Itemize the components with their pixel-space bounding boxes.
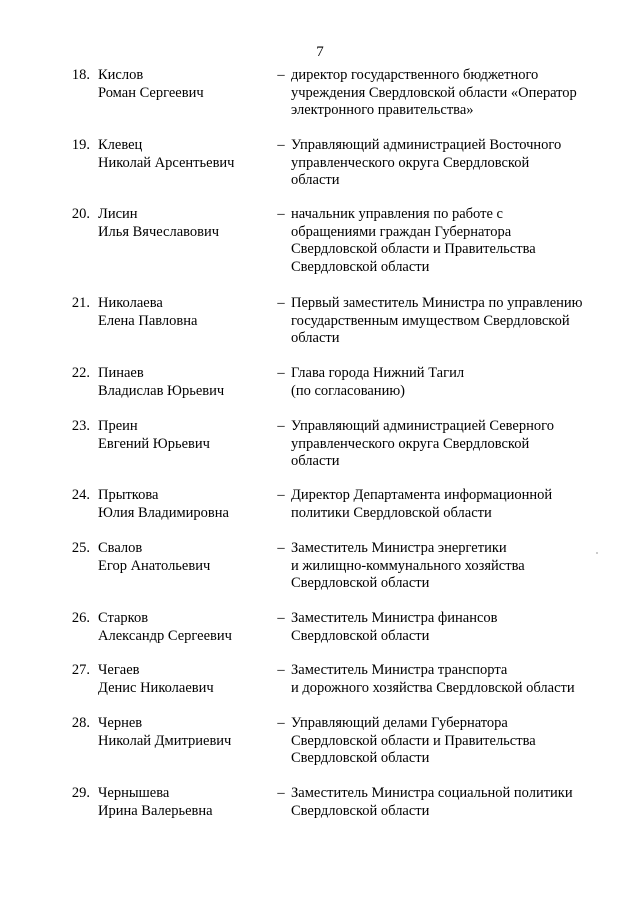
position-line: начальник управления по работе с bbox=[291, 206, 503, 222]
surname: Свалов bbox=[98, 540, 143, 556]
position-title bbox=[291, 540, 601, 593]
item-number: 25. bbox=[71, 540, 90, 556]
position-line: учреждения Свердловской области «Оператор bbox=[291, 84, 577, 101]
position-line: Управляющий администрацией Восточного bbox=[291, 137, 562, 153]
item-number: 23. bbox=[71, 418, 90, 434]
position-line: Свердловской области bbox=[291, 627, 430, 644]
position-line: Свердловской области bbox=[291, 575, 430, 591]
surname: Чернев bbox=[98, 715, 143, 731]
position-line: Заместитель Министра энергетики bbox=[291, 540, 507, 556]
position-line: управленческого округа Свердловской bbox=[291, 154, 530, 171]
surname: Чегаев bbox=[98, 662, 140, 678]
position-line: политики Свердловской области bbox=[291, 504, 492, 521]
dash-separator: – bbox=[277, 487, 285, 503]
item-number: 28. bbox=[71, 715, 90, 731]
item-number: 29. bbox=[71, 785, 90, 801]
surname: Клевец bbox=[98, 137, 143, 153]
position-line: области bbox=[291, 330, 340, 346]
position-line: Свердловской области и Правительства bbox=[291, 732, 536, 749]
item-number: 20. bbox=[71, 206, 90, 222]
dash-separator: – bbox=[277, 418, 285, 434]
position-line: директор государственного бюджетного bbox=[291, 67, 539, 83]
position-line: и дорожного хозяйства Свердловской области bbox=[291, 679, 575, 696]
position-title bbox=[291, 206, 601, 276]
position-line: Директор Департамента информационной bbox=[291, 487, 553, 503]
given-names: Владислав Юрьевич bbox=[98, 382, 225, 399]
person-name bbox=[98, 785, 268, 820]
item-number: 24. bbox=[71, 487, 90, 503]
person-name bbox=[98, 540, 268, 575]
position-line: области bbox=[291, 453, 340, 469]
surname: Пинаев bbox=[98, 365, 144, 381]
given-names: Ирина Валерьевна bbox=[98, 802, 213, 819]
position-line: Управляющий администрацией Северного bbox=[291, 418, 554, 434]
item-number: 26. bbox=[71, 610, 90, 626]
position-line: государственным имуществом Свердловской bbox=[291, 312, 570, 329]
position-line: и жилищно-коммунального хозяйства bbox=[291, 557, 525, 574]
dash-separator: – bbox=[277, 295, 285, 311]
item-number: 18. bbox=[71, 67, 90, 83]
position-title bbox=[291, 662, 601, 697]
position-title bbox=[291, 67, 601, 120]
person-name bbox=[98, 295, 268, 330]
item-number: 22. bbox=[71, 365, 90, 381]
given-names: Денис Николаевич bbox=[98, 679, 214, 696]
surname: Прыткова bbox=[98, 487, 159, 503]
position-title bbox=[291, 418, 601, 471]
given-names: Евгений Юрьевич bbox=[98, 435, 210, 452]
position-line: Свердловской области и Правительства bbox=[291, 241, 536, 257]
position-line: области bbox=[291, 172, 340, 188]
position-title bbox=[291, 365, 601, 400]
surname: Кислов bbox=[98, 67, 144, 83]
position-line: обращениями граждан Губернатора bbox=[291, 223, 512, 240]
position-line: управленческого округа Свердловской bbox=[291, 435, 530, 452]
position-title bbox=[291, 610, 601, 645]
person-name bbox=[98, 206, 268, 241]
position-line: Заместитель Министра транспорта bbox=[291, 662, 508, 678]
surname: Старков bbox=[98, 610, 149, 626]
page-number: 7 bbox=[316, 44, 324, 60]
position-line: электронного правительства» bbox=[291, 102, 474, 118]
person-name bbox=[98, 137, 268, 172]
position-title bbox=[291, 137, 601, 190]
given-names: Егор Анатольевич bbox=[98, 557, 211, 574]
dash-separator: – bbox=[277, 67, 285, 83]
dash-separator: – bbox=[277, 540, 285, 556]
person-name bbox=[98, 67, 268, 102]
position-title bbox=[291, 295, 601, 348]
surname: Николаева bbox=[98, 295, 163, 311]
given-names: Александр Сергеевич bbox=[98, 627, 232, 644]
position-line: Заместитель Министра финансов bbox=[291, 610, 498, 626]
item-number: 19. bbox=[71, 137, 90, 153]
given-names: Юлия Владимировна bbox=[98, 504, 229, 521]
person-name bbox=[98, 487, 268, 522]
dash-separator: – bbox=[277, 365, 285, 381]
surname: Преин bbox=[98, 418, 138, 434]
position-line: Первый заместитель Министра по управлению bbox=[291, 295, 583, 311]
surname: Лисин bbox=[98, 206, 138, 222]
dash-separator: – bbox=[277, 662, 285, 678]
given-names: Илья Вячеславович bbox=[98, 223, 220, 240]
item-number: 21. bbox=[71, 295, 90, 311]
given-names: Николай Арсентьевич bbox=[98, 154, 235, 171]
position-line: Управляющий делами Губернатора bbox=[291, 715, 508, 731]
position-title bbox=[291, 715, 601, 768]
dash-separator: – bbox=[277, 610, 285, 626]
person-name bbox=[98, 365, 268, 400]
position-line: Свердловской области bbox=[291, 258, 430, 275]
person-name bbox=[98, 418, 268, 453]
dash-separator: – bbox=[277, 137, 285, 153]
position-line: Глава города Нижний Тагил bbox=[291, 365, 465, 381]
person-name bbox=[98, 662, 268, 697]
surname: Чернышева bbox=[98, 785, 170, 801]
person-name bbox=[98, 610, 268, 645]
person-name bbox=[98, 715, 268, 750]
dash-separator: – bbox=[277, 785, 285, 801]
position-line: Свердловской области bbox=[291, 750, 430, 766]
dash-separator: – bbox=[277, 715, 285, 731]
position-line: Свердловской области bbox=[291, 802, 430, 819]
position-line: (по согласованию) bbox=[291, 382, 405, 399]
scan-speck bbox=[596, 552, 598, 554]
position-title bbox=[291, 785, 601, 820]
given-names: Роман Сергеевич bbox=[98, 84, 204, 101]
position-line: Заместитель Министра социальной политики bbox=[291, 785, 573, 801]
item-number: 27. bbox=[71, 662, 90, 678]
given-names: Елена Павловна bbox=[98, 312, 198, 329]
position-title bbox=[291, 487, 601, 522]
dash-separator: – bbox=[277, 206, 285, 222]
given-names: Николай Дмитриевич bbox=[98, 732, 232, 749]
